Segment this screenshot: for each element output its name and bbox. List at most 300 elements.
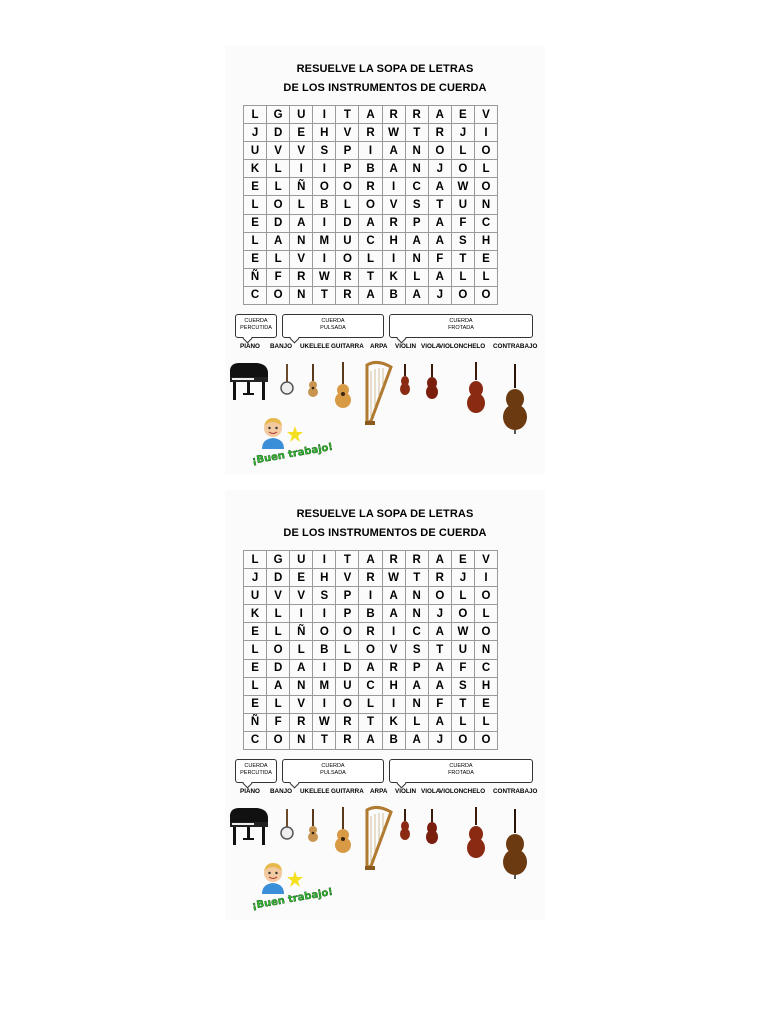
violin-illustration <box>398 363 412 402</box>
grid-cell[interactable]: Ñ <box>290 178 313 196</box>
grid-cell[interactable]: L <box>267 695 290 713</box>
grid-cell[interactable]: L <box>405 268 428 286</box>
grid-cell[interactable]: N <box>290 232 313 250</box>
grid-row <box>244 196 498 214</box>
grid-cell[interactable]: I <box>313 106 336 124</box>
grid-cell[interactable]: O <box>336 178 359 196</box>
grid-cell[interactable]: I <box>382 250 405 268</box>
grid-cell[interactable]: O <box>474 731 497 749</box>
grid-cell[interactable]: V <box>474 551 497 569</box>
viola-illustration <box>424 808 440 851</box>
grid-cell[interactable]: J <box>428 160 451 178</box>
grid-cell[interactable]: I <box>290 605 313 623</box>
grid-cell[interactable]: A <box>428 623 451 641</box>
grid-cell[interactable]: B <box>382 731 405 749</box>
grid-cell[interactable]: R <box>382 551 405 569</box>
grid-cell[interactable]: J <box>428 605 451 623</box>
grid-cell[interactable]: G <box>267 106 290 124</box>
grid-cell[interactable]: D <box>267 214 290 232</box>
grid-cell[interactable]: I <box>474 569 497 587</box>
grid-cell[interactable]: F <box>267 268 290 286</box>
grid-cell[interactable]: L <box>451 713 474 731</box>
grid-cell[interactable]: K <box>382 268 405 286</box>
grid-cell[interactable]: I <box>382 178 405 196</box>
grid-cell[interactable]: H <box>474 232 497 250</box>
grid-cell[interactable]: F <box>451 214 474 232</box>
grid-cell[interactable]: E <box>244 695 267 713</box>
instrument-label: ARPA <box>370 343 388 350</box>
grid-row <box>244 124 498 142</box>
grid-cell[interactable]: O <box>428 142 451 160</box>
grid-cell[interactable]: N <box>405 160 428 178</box>
grid-cell[interactable]: U <box>336 232 359 250</box>
grid-cell[interactable]: T <box>451 250 474 268</box>
banjo-illustration <box>280 808 294 847</box>
grid-cell[interactable]: R <box>405 551 428 569</box>
grid-cell[interactable]: I <box>313 659 336 677</box>
grid-cell[interactable]: L <box>267 160 290 178</box>
grid-row <box>244 677 498 695</box>
grid-cell[interactable]: O <box>451 286 474 304</box>
grid-cell[interactable]: N <box>474 641 497 659</box>
grid-cell[interactable]: L <box>290 641 313 659</box>
grid-row <box>244 106 498 124</box>
category-line-2: FROTADA <box>448 324 474 331</box>
grid-cell[interactable]: N <box>405 587 428 605</box>
grid-cell[interactable]: I <box>313 214 336 232</box>
grid-cell[interactable]: K <box>244 160 267 178</box>
grid-row <box>244 659 498 677</box>
grid-cell[interactable]: W <box>382 569 405 587</box>
instrument-label: CONTRABAJO <box>493 343 538 350</box>
grid-cell[interactable]: O <box>267 286 290 304</box>
grid-cell[interactable]: O <box>336 250 359 268</box>
worksheet-2 <box>225 490 545 920</box>
grid-row <box>244 695 498 713</box>
grid-cell[interactable]: P <box>336 587 359 605</box>
instrument-label: BANJO <box>270 343 293 350</box>
worksheet-subtitle: DE LOS INSTRUMENTOS DE CUERDA <box>283 82 487 94</box>
grid-cell[interactable]: L <box>474 713 497 731</box>
grid-cell[interactable]: Ñ <box>290 623 313 641</box>
grid-cell[interactable]: L <box>290 196 313 214</box>
grid-row <box>244 641 498 659</box>
grid-cell[interactable]: T <box>336 106 359 124</box>
grid-cell[interactable]: U <box>290 106 313 124</box>
grid-cell[interactable]: L <box>451 268 474 286</box>
grid-cell[interactable]: L <box>267 623 290 641</box>
grid-cell[interactable]: E <box>244 659 267 677</box>
grid-cell[interactable]: F <box>451 659 474 677</box>
grid-cell[interactable]: T <box>428 641 451 659</box>
grid-cell[interactable]: O <box>474 178 497 196</box>
grid-cell[interactable]: E <box>474 695 497 713</box>
grid-cell[interactable]: B <box>382 286 405 304</box>
grid-cell[interactable]: R <box>336 713 359 731</box>
grid-cell[interactable]: J <box>428 286 451 304</box>
category-line-1: CUERDA <box>321 763 345 769</box>
grid-cell[interactable]: L <box>244 232 267 250</box>
grid-cell[interactable]: L <box>267 250 290 268</box>
grid-cell[interactable]: R <box>359 124 382 142</box>
grid-cell[interactable]: S <box>313 142 336 160</box>
grid-row <box>244 142 498 160</box>
category-line-2: PULSADA <box>320 769 346 776</box>
grid-cell[interactable]: A <box>359 106 382 124</box>
piano-illustration <box>227 360 271 407</box>
grid-cell[interactable]: V <box>290 695 313 713</box>
grid-cell[interactable]: I <box>290 160 313 178</box>
banjo-illustration <box>280 363 294 402</box>
grid-cell[interactable]: R <box>336 731 359 749</box>
grid-cell[interactable]: I <box>474 124 497 142</box>
grid-cell[interactable]: A <box>405 286 428 304</box>
grid-cell[interactable]: P <box>336 160 359 178</box>
grid-cell[interactable]: E <box>244 214 267 232</box>
grid-cell[interactable]: D <box>267 569 290 587</box>
word-search-grid <box>243 550 498 750</box>
grid-row <box>244 569 498 587</box>
grid-cell[interactable]: I <box>382 695 405 713</box>
grid-cell[interactable]: O <box>359 641 382 659</box>
grid-cell[interactable]: R <box>382 214 405 232</box>
grid-cell[interactable]: O <box>267 731 290 749</box>
sticker-text <box>250 441 334 471</box>
grid-cell[interactable]: V <box>290 587 313 605</box>
category-line-1: CUERDA <box>449 318 473 324</box>
grid-cell[interactable]: A <box>267 232 290 250</box>
grid-cell[interactable]: A <box>359 731 382 749</box>
grid-cell[interactable]: M <box>313 232 336 250</box>
grid-cell[interactable]: C <box>405 178 428 196</box>
grid-cell[interactable]: D <box>267 659 290 677</box>
grid-cell[interactable]: R <box>290 713 313 731</box>
grid-cell[interactable]: L <box>336 196 359 214</box>
grid-cell[interactable]: U <box>244 587 267 605</box>
sticker-label: ¡Buen trabajo! <box>251 441 334 467</box>
grid-cell[interactable]: U <box>451 196 474 214</box>
cello-illustration <box>465 361 487 422</box>
grid-cell[interactable]: P <box>405 659 428 677</box>
grid-cell[interactable]: I <box>313 160 336 178</box>
grid-cell[interactable]: G <box>267 551 290 569</box>
grid-cell[interactable]: J <box>451 124 474 142</box>
grid-cell[interactable]: V <box>290 142 313 160</box>
grid-cell[interactable]: E <box>451 551 474 569</box>
grid-cell[interactable]: T <box>313 731 336 749</box>
harp-illustration <box>361 802 395 877</box>
grid-cell[interactable]: S <box>405 641 428 659</box>
grid-cell[interactable]: A <box>428 659 451 677</box>
grid-cell[interactable]: A <box>428 677 451 695</box>
grid-cell[interactable]: L <box>244 677 267 695</box>
grid-cell[interactable]: V <box>336 124 359 142</box>
grid-cell[interactable]: H <box>382 232 405 250</box>
grid-cell[interactable]: A <box>405 731 428 749</box>
grid-cell[interactable]: L <box>451 587 474 605</box>
grid-cell[interactable]: O <box>336 695 359 713</box>
grid-cell[interactable]: V <box>290 250 313 268</box>
grid-cell[interactable]: C <box>244 286 267 304</box>
grid-row <box>244 232 498 250</box>
grid-cell[interactable]: L <box>359 695 382 713</box>
grid-cell[interactable]: L <box>474 605 497 623</box>
grid-cell[interactable]: H <box>474 677 497 695</box>
grid-cell[interactable]: O <box>428 587 451 605</box>
grid-cell[interactable]: R <box>428 569 451 587</box>
sticker-label: ¡Buen trabajo! <box>251 886 334 912</box>
grid-cell[interactable]: U <box>244 142 267 160</box>
grid-cell[interactable]: L <box>359 250 382 268</box>
grid-cell[interactable]: R <box>405 106 428 124</box>
grid-cell[interactable]: B <box>359 160 382 178</box>
grid-cell[interactable]: W <box>313 268 336 286</box>
grid-cell[interactable]: E <box>290 124 313 142</box>
grid-cell[interactable]: A <box>290 659 313 677</box>
grid-cell[interactable]: O <box>313 623 336 641</box>
grid-cell[interactable]: A <box>428 214 451 232</box>
worksheet-title: RESUELVE LA SOPA DE LETRAS <box>296 63 474 75</box>
grid-cell[interactable]: I <box>382 623 405 641</box>
grid-cell[interactable]: N <box>290 677 313 695</box>
grid-cell[interactable]: R <box>382 659 405 677</box>
grid-cell[interactable]: L <box>336 641 359 659</box>
grid-cell[interactable]: I <box>313 551 336 569</box>
double-bass-illustration <box>500 363 530 440</box>
grid-cell[interactable]: T <box>428 196 451 214</box>
grid-cell[interactable]: T <box>359 268 382 286</box>
grid-cell[interactable]: E <box>290 569 313 587</box>
grid-cell[interactable]: S <box>313 587 336 605</box>
grid-cell[interactable]: L <box>474 268 497 286</box>
category-plucked-strings <box>282 759 384 783</box>
grid-cell[interactable]: E <box>244 623 267 641</box>
instrument-label: VIOLA <box>421 343 441 350</box>
grid-cell[interactable]: P <box>336 142 359 160</box>
grid-cell[interactable]: A <box>405 677 428 695</box>
grid-cell[interactable]: V <box>382 196 405 214</box>
grid-cell[interactable]: L <box>244 641 267 659</box>
grid-cell[interactable]: R <box>336 268 359 286</box>
grid-cell[interactable]: N <box>405 605 428 623</box>
grid-cell[interactable]: K <box>244 605 267 623</box>
grid-cell[interactable]: D <box>336 659 359 677</box>
star-icon <box>287 871 303 892</box>
grid-cell[interactable]: I <box>359 142 382 160</box>
grid-cell[interactable]: J <box>244 569 267 587</box>
grid-cell[interactable]: T <box>405 569 428 587</box>
grid-cell[interactable]: R <box>359 623 382 641</box>
grid-cell[interactable]: C <box>244 731 267 749</box>
grid-cell[interactable]: J <box>428 731 451 749</box>
grid-cell[interactable]: L <box>267 605 290 623</box>
grid-cell[interactable]: R <box>359 178 382 196</box>
grid-cell[interactable]: U <box>451 641 474 659</box>
grid-cell[interactable]: O <box>267 641 290 659</box>
grid-cell[interactable]: C <box>474 214 497 232</box>
grid-row <box>244 605 498 623</box>
grid-cell[interactable]: A <box>428 106 451 124</box>
grid-cell[interactable]: A <box>428 178 451 196</box>
viola-illustration <box>424 363 440 406</box>
grid-cell[interactable]: A <box>428 713 451 731</box>
grid-cell[interactable]: T <box>359 713 382 731</box>
grid-cell[interactable]: B <box>313 196 336 214</box>
grid-cell[interactable]: D <box>336 214 359 232</box>
grid-cell[interactable]: T <box>405 124 428 142</box>
category-percussed-strings <box>235 314 277 338</box>
grid-cell[interactable]: A <box>359 659 382 677</box>
grid-cell[interactable]: A <box>267 677 290 695</box>
cello-illustration <box>465 806 487 867</box>
grid-cell[interactable]: S <box>451 232 474 250</box>
grid-cell[interactable]: L <box>244 106 267 124</box>
grid-cell[interactable]: F <box>267 713 290 731</box>
grid-cell[interactable]: A <box>428 268 451 286</box>
grid-cell[interactable]: F <box>428 250 451 268</box>
grid-cell[interactable]: L <box>244 551 267 569</box>
grid-cell[interactable]: E <box>244 178 267 196</box>
worksheet-title: RESUELVE LA SOPA DE LETRAS <box>296 508 474 520</box>
grid-cell[interactable]: N <box>474 196 497 214</box>
grid-cell[interactable]: O <box>451 160 474 178</box>
grid-cell[interactable]: P <box>405 214 428 232</box>
instrument-label: VIOLONCHELO <box>439 788 486 795</box>
grid-cell[interactable]: V <box>382 641 405 659</box>
grid-cell[interactable]: P <box>336 605 359 623</box>
grid-cell[interactable]: R <box>290 268 313 286</box>
grid-cell[interactable]: O <box>474 623 497 641</box>
grid-row <box>244 623 498 641</box>
grid-cell[interactable]: O <box>474 142 497 160</box>
grid-cell[interactable]: B <box>313 641 336 659</box>
instrument-label: GUITARRA <box>331 343 364 350</box>
grid-cell[interactable]: O <box>336 623 359 641</box>
grid-cell[interactable]: W <box>382 124 405 142</box>
grid-cell[interactable]: T <box>336 551 359 569</box>
grid-cell[interactable]: C <box>474 659 497 677</box>
grid-cell[interactable]: L <box>474 160 497 178</box>
grid-cell[interactable]: S <box>451 677 474 695</box>
grid-cell[interactable]: O <box>451 731 474 749</box>
grid-cell[interactable]: J <box>451 569 474 587</box>
grid-cell[interactable]: R <box>336 286 359 304</box>
instrument-label: VIOLIN <box>395 788 416 795</box>
grid-cell[interactable]: C <box>405 623 428 641</box>
grid-cell[interactable]: A <box>359 286 382 304</box>
grid-cell[interactable]: A <box>359 551 382 569</box>
grid-cell[interactable]: O <box>267 196 290 214</box>
grid-cell[interactable]: A <box>382 587 405 605</box>
grid-cell[interactable]: J <box>244 124 267 142</box>
grid-row <box>244 551 498 569</box>
grid-cell[interactable]: O <box>474 286 497 304</box>
grid-cell[interactable]: E <box>451 106 474 124</box>
grid-cell[interactable]: N <box>405 695 428 713</box>
grid-cell[interactable]: V <box>267 587 290 605</box>
grid-cell[interactable]: W <box>451 623 474 641</box>
grid-row <box>244 587 498 605</box>
grid-cell[interactable]: B <box>359 605 382 623</box>
grid-cell[interactable]: N <box>290 286 313 304</box>
grid-cell[interactable]: R <box>428 124 451 142</box>
grid-cell[interactable]: A <box>382 160 405 178</box>
grid-cell[interactable]: A <box>428 551 451 569</box>
grid-cell[interactable]: N <box>405 142 428 160</box>
category-line-1: CUERDA <box>244 763 268 769</box>
grid-cell[interactable]: I <box>313 605 336 623</box>
grid-cell[interactable]: Ñ <box>244 268 267 286</box>
grid-cell[interactable]: H <box>313 569 336 587</box>
instrument-label: BANJO <box>270 788 293 795</box>
grid-cell[interactable]: C <box>359 232 382 250</box>
guitar-illustration <box>333 361 353 414</box>
grid-cell[interactable]: A <box>428 232 451 250</box>
grid-cell[interactable]: V <box>267 142 290 160</box>
grid-cell[interactable]: N <box>405 250 428 268</box>
grid-cell[interactable]: I <box>359 587 382 605</box>
grid-cell[interactable]: O <box>451 605 474 623</box>
grid-cell[interactable]: W <box>313 713 336 731</box>
grid-cell[interactable]: A <box>359 214 382 232</box>
violin-illustration <box>398 808 412 847</box>
grid-cell[interactable]: U <box>290 551 313 569</box>
grid-cell[interactable]: O <box>313 178 336 196</box>
grid-cell[interactable]: L <box>244 196 267 214</box>
grid-row <box>244 250 498 268</box>
grid-cell[interactable]: T <box>451 695 474 713</box>
grid-cell[interactable]: K <box>382 713 405 731</box>
grid-cell[interactable]: V <box>336 569 359 587</box>
grid-cell[interactable]: N <box>290 731 313 749</box>
grid-cell[interactable]: L <box>451 142 474 160</box>
category-line-1: CUERDA <box>449 763 473 769</box>
grid-cell[interactable]: H <box>313 124 336 142</box>
grid-cell[interactable]: W <box>451 178 474 196</box>
grid-cell[interactable]: S <box>405 196 428 214</box>
grid-cell[interactable]: A <box>382 605 405 623</box>
grid-cell[interactable]: F <box>428 695 451 713</box>
grid-cell[interactable]: L <box>267 178 290 196</box>
grid-cell[interactable]: I <box>313 250 336 268</box>
grid-row <box>244 731 498 749</box>
category-line-2: PERCUTIDA <box>240 769 272 776</box>
grid-cell[interactable]: L <box>405 713 428 731</box>
grid-cell[interactable]: D <box>267 124 290 142</box>
grid-cell[interactable]: R <box>359 569 382 587</box>
instrument-label: ARPA <box>370 788 388 795</box>
grid-cell[interactable]: A <box>405 232 428 250</box>
grid-cell[interactable]: U <box>336 677 359 695</box>
grid-cell[interactable]: E <box>474 250 497 268</box>
grid-cell[interactable]: O <box>474 587 497 605</box>
grid-cell[interactable]: H <box>382 677 405 695</box>
grid-cell[interactable]: A <box>290 214 313 232</box>
grid-row <box>244 713 498 731</box>
grid-cell[interactable]: O <box>359 196 382 214</box>
grid-cell[interactable]: R <box>382 106 405 124</box>
grid-cell[interactable]: M <box>313 677 336 695</box>
grid-cell[interactable]: E <box>244 250 267 268</box>
grid-cell[interactable]: I <box>313 695 336 713</box>
grid-cell[interactable]: V <box>474 106 497 124</box>
grid-cell[interactable]: T <box>313 286 336 304</box>
grid-row <box>244 214 498 232</box>
grid-cell[interactable]: Ñ <box>244 713 267 731</box>
grid-cell[interactable]: A <box>382 142 405 160</box>
double-bass-illustration <box>500 808 530 885</box>
grid-cell[interactable]: C <box>359 677 382 695</box>
